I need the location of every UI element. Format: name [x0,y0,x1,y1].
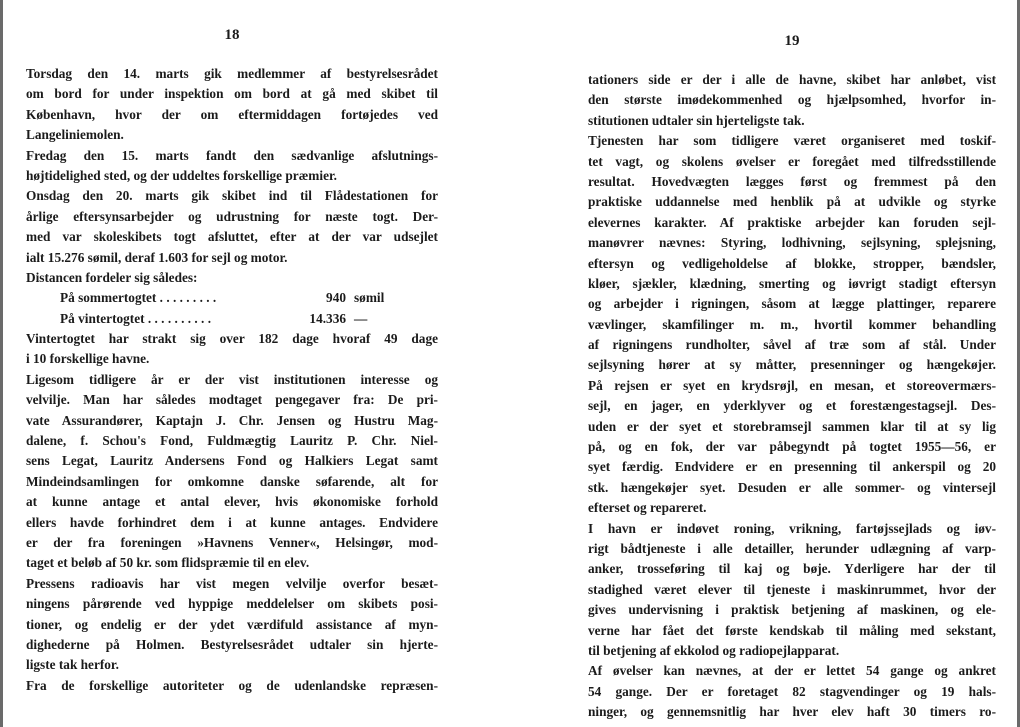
distance-unit: sømil [354,290,385,306]
text-line: anker, trosseføring til kaj og bøje. Yderligere har der til [588,561,996,577]
text-line: 54 gange. Der er foretaget 82 stagvendinger og 19 hals- [588,683,996,699]
text-line: vævlinger, skamfilinger m. m., hvortil kommer behandling [588,316,996,332]
text-line: årlige eftersynsarbejder og udrustning for næste togt. Der- [26,208,438,224]
left-page-edge [0,0,3,727]
text-line: kløer, sjækler, klædning, smerting og iøvrigt stadigt eftersyn [588,275,996,291]
distance-unit: — [354,310,368,326]
right-page [588,0,996,727]
text-line: tet vagt, og skolens øvelser er foregået med tilfredsstillende [588,153,996,169]
text-line: til betjening af ekkolod og radiopejlapparat. [588,642,840,658]
text-line: eftersyn og vedligeholdelse af blokke, stropper, bændsler, [588,255,996,271]
text-line: ellers havde forhindret dem i at kunne antages. Endvidere [26,514,438,530]
text-line: sejlsyning hører at sy måtter, presenninger og hængekøjer. [588,357,996,373]
text-line: rigt bådtjeneste i alle detailler, herunder udlægning af varp- [588,540,996,556]
page-number: 19 [784,33,800,49]
text-line: at kunne antage et antal elever, hvis økonomiske forhold [26,494,438,510]
distance-value: 940 [326,290,346,306]
text-line: med var skoleskibets togt afsluttet, efter at der var udsejlet [26,229,438,245]
text-block [588,70,996,723]
text-line: På rejsen er syet en krydsrøjl, en mesan, et storeovermærs- [588,377,996,393]
text-line: resultat. Hovedvægten lægges først og fremmest på den [588,173,996,189]
text-line: stadighed været elever til tjeneste i maskinrummet, hvor der [588,581,996,597]
text-line: København, hvor der om eftermiddagen fortøjedes ved [26,106,438,122]
distance-label: På vintertogtet . . . . . . . . . . [60,310,212,326]
text-line: Mindeindsamlingen for omkomne danske søfarende, alt for [26,473,438,489]
text-line: dalene, f. Schou's Fond, Fuldmægtig Lauritz P. Chr. Niel- [26,433,438,449]
text-line: taget et beløb af 50 kr. som flidspræmie til en elev. [26,555,310,571]
text-block [26,329,438,696]
text-line: elevernes karakter. Af praktiske arbejder kan foruden sejl- [588,214,996,230]
text-line: tioner, og endelig er der ydet værdifuld assistance af myn- [26,616,438,632]
text-line: Fredag den 15. marts fandt den sædvanlige afslutnings- [26,147,438,163]
text-line: tationers side er der i alle de havne, skibet har anløbet, vist [588,72,996,87]
text-line: om bord for under inspektion om bord at gå med skibet til [26,86,438,102]
text-line: Pressens radioavis har vist megen velvilje overfor besæt- [26,575,438,591]
text-line: er der fra foreningen »Havnens Venner«, Helsingør, mod- [26,534,438,550]
page-body [26,64,438,696]
distance-row [26,309,438,329]
text-line: Langeliniemolen. [26,127,124,143]
text-line: Vintertogtet har strakt sig over 182 dage hvoraf 49 dage [26,331,438,347]
text-line: sejl, en jager, en yderklyver og et forestængestagsejl. Des- [588,398,996,414]
text-line: manøvrer nævnes: Styring, lodhivning, sejlsyning, splejsning, [588,235,996,251]
text-line: Onsdag den 20. marts gik skibet ind til Flådestationen for [26,188,438,204]
text-line: den største imødekommenhed og hjælpsomhed, hvorfor in- [588,92,996,108]
text-line: Tjenesten har som tidligere været organiseret med toskif- [588,133,996,149]
text-line: Torsdag den 14. marts gik medlemmer af bestyrelsesrådet [26,66,438,81]
distance-row [26,288,438,308]
text-line: ninger, og gennemsnitlig har hver elev haft 30 timers ro- [588,704,996,720]
text-line: sens Legat, Lauritz Andersens Fond og Halkiers Legat samt [26,453,438,469]
text-line: praktiske uddannelse med henblik på at udvikle og styrke [588,194,996,210]
distance-value: 14.336 [309,310,346,326]
distance-table [26,288,438,329]
text-line: I havn er indøvet roning, vrikning, fartøjssejlads og iøv- [588,520,996,536]
text-line: ligste tak herfor. [26,657,119,673]
text-line: syet færdig. Endvidere er en presenning til ankerspil og 20 [588,459,996,475]
text-line: gives undervisning i praktisk betjening af maskinen, og ele- [588,602,996,618]
text-line: i 10 forskellige havne. [26,351,150,367]
text-line: af rigningens rundholter, såvel af træ som af stål. Under [588,337,996,353]
distance-heading: Distancen fordeler sig således: [26,269,198,285]
text-line: på, og en fok, der var påbegyndt på togtet 1955—56, er [588,439,996,455]
text-block [26,64,438,268]
text-line: stk. hængekøjer syet. Desuden er alle sommer- og vintersejl [588,479,996,495]
text-line: stitutionen udtaler sin hjerteligste tak. [588,112,805,128]
left-page [26,0,438,727]
text-line: vate Assurandører, Kaptajn J. Chr. Jensen og Hustru Mag- [26,412,438,428]
text-line: verne har fået det første kendskab til måling med sekstant, [588,622,996,638]
text-line: Fra de forskellige autoriteter og de udenlandske repræsen- [26,677,438,693]
text-line: og arbejder i rigningen, såsom at lægge plattinger, reparere [588,296,996,312]
text-line: velvilje. Man har således modtaget pengegaver fra: De pri- [26,392,438,408]
page-number: 18 [224,27,240,43]
text-line: efterset og repareret. [588,500,707,516]
text-line: ningens pårørende ved hyppige meddelelser om skibets posi- [26,596,438,612]
text-line: ialt 15.276 sømil, deraf 1.603 for sejl og motor. [26,249,288,265]
text-line: højtidelighed sted, og der uddeltes forskellige præmier. [26,167,337,183]
distance-label: På sommertogtet . . . . . . . . . [60,290,217,306]
text-line: uden er der syet et storebramsejl sammen klar til at sy lig [588,418,996,434]
text-line: Ligesom tidligere år er der vist institutionen interesse og [26,371,438,387]
text-line: Af øvelser kan nævnes, at der er lettet 54 gange og ankret [588,663,996,679]
page-body [588,70,996,723]
text-line: dighederne på Holmen. Bestyrelsesrådet udtaler sin hjerte- [26,636,438,652]
